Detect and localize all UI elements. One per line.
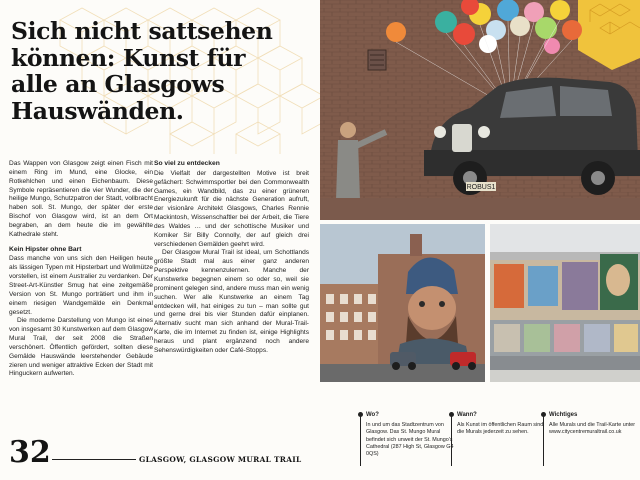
running-footer: GLASGOW, GLASGOW MURAL TRAIL xyxy=(139,455,302,464)
paragraph: Das Wappen von Glasgow zeigt einen Fisch mit einem Ring im Mund, eine Glocke, ein Rotkehlchen und einen Eichenbaum. Diese Symbole repräsentieren die vier Wunder, die der heilige Mungo, Schutzpatron der Stadt, vollbracht haben soll. St. Mungo, der später der erste Bischof von Glasgow wird, ist an dem Ort begraben, an dem heute die im gewählte Kathedrale steht. xyxy=(9,160,153,238)
taxi-mural-illustration xyxy=(320,0,640,220)
plate-text: ROBUS1 xyxy=(466,184,496,191)
info-when xyxy=(457,412,545,437)
info-where xyxy=(366,412,454,458)
text-column-middle xyxy=(154,160,309,356)
info-heading: Wo? xyxy=(366,412,379,418)
paragraph: Der Glasgow Mural Trail ist ideal, um Schottlands größte Stadt mal aus einer ganz anderen Perspektive kennenzulernen. Manche der Kunstwerke begegnen einem so oder so, weil sie prominent gelegen sind, andere muss man ein wenig suchen. Wer alle Kunstwerke an einem Tag entdecken will, hat einiges zu tun – man sollte gut und gerne drei bis vier Stunden dafür einplanen. Alternativ sucht man sich anhand der Mural-Trail-Karte, die im Internet zu finden ist, einige Highlights heraus und plant ergänzend noch andere Sehenswürdigkeiten oder Café-Stopps. xyxy=(154,249,309,354)
photo-st-mungo-mural xyxy=(320,224,485,382)
info-strip xyxy=(360,412,640,480)
photo-street-murals xyxy=(490,224,640,382)
info-text: Alle Murals und die Trail-Karte unter www.citycentremuraltrail.co.uk xyxy=(549,422,635,436)
street-murals-illustration xyxy=(490,224,640,382)
headline xyxy=(11,18,311,124)
info-text: In und um das Stadtzentrum von Glasgow. Das St. Mungo Mural befindet sich unweit der St. Mungo's Cathedral (287 High St, Glasgow G4 0QS) xyxy=(366,422,454,458)
headline-line: können: Kunst für xyxy=(11,43,246,72)
paragraph: Dass manche von uns sich den Heiligen heute als lässigen Typen mit Hipsterbart und Wollmütze vorstellen, ist einem Australier zu verdanken. Der Street-Art-Künstler Smug hat eine zeitgemäße Version von St. Mungo porträtiert und ihm in einem riesigen Wandgemälde ein Denkmal gesetzt. xyxy=(9,255,153,316)
page-number: 32 xyxy=(9,435,51,470)
paragraph: Die moderne Darstellung von Mungo ist eines von insgesamt 30 Kunstwerken auf dem Glasgow Mural Trail, der seit 2008 die Straßen verschönert. Öffentlich gefördert, sollten diese Gemälde Hauswände leerstehender Gebäude zieren und weniger attraktive Ecken der Stadt mit Hinguckern aufwerten. xyxy=(9,317,153,378)
st-mungo-illustration xyxy=(320,224,485,382)
paragraph: Die Vielfalt der dargestellten Motive ist breit gefächert: Schwimmsportler bei den Commonwealth Games, ein Wandbild, das zu einer grüneren Energiezukunft für die nächste Generation aufruft, der visionäre Architekt Glasgows, Charles Rennie Mackintosh, Wissenschaftler bei der Arbeit, die Tiere des Waldes … und der schottische Musiker und Komiker Sir Billy Connolly, der auf gleich drei verschiedenen Gemälden geehrt wird. xyxy=(154,169,309,248)
footer-rule xyxy=(52,459,136,460)
headline-line: alle an Glasgows xyxy=(11,70,225,98)
info-heading: Wichtiges xyxy=(549,412,578,418)
info-important xyxy=(549,412,640,437)
subheading: So viel zu entdecken xyxy=(154,160,220,167)
info-heading: Wann? xyxy=(457,412,477,418)
headline-line: Hauswänden. xyxy=(11,96,184,125)
headline-line: Sich nicht sattsehen xyxy=(11,17,273,45)
subheading: Kein Hipster ohne Bart xyxy=(9,245,82,253)
text-column-left xyxy=(9,160,153,379)
info-text: Als Kunst im öffentlichen Raum sind die Murals jederzeit zu sehen. xyxy=(457,422,544,436)
photo-taxi-balloons-mural xyxy=(320,0,640,220)
